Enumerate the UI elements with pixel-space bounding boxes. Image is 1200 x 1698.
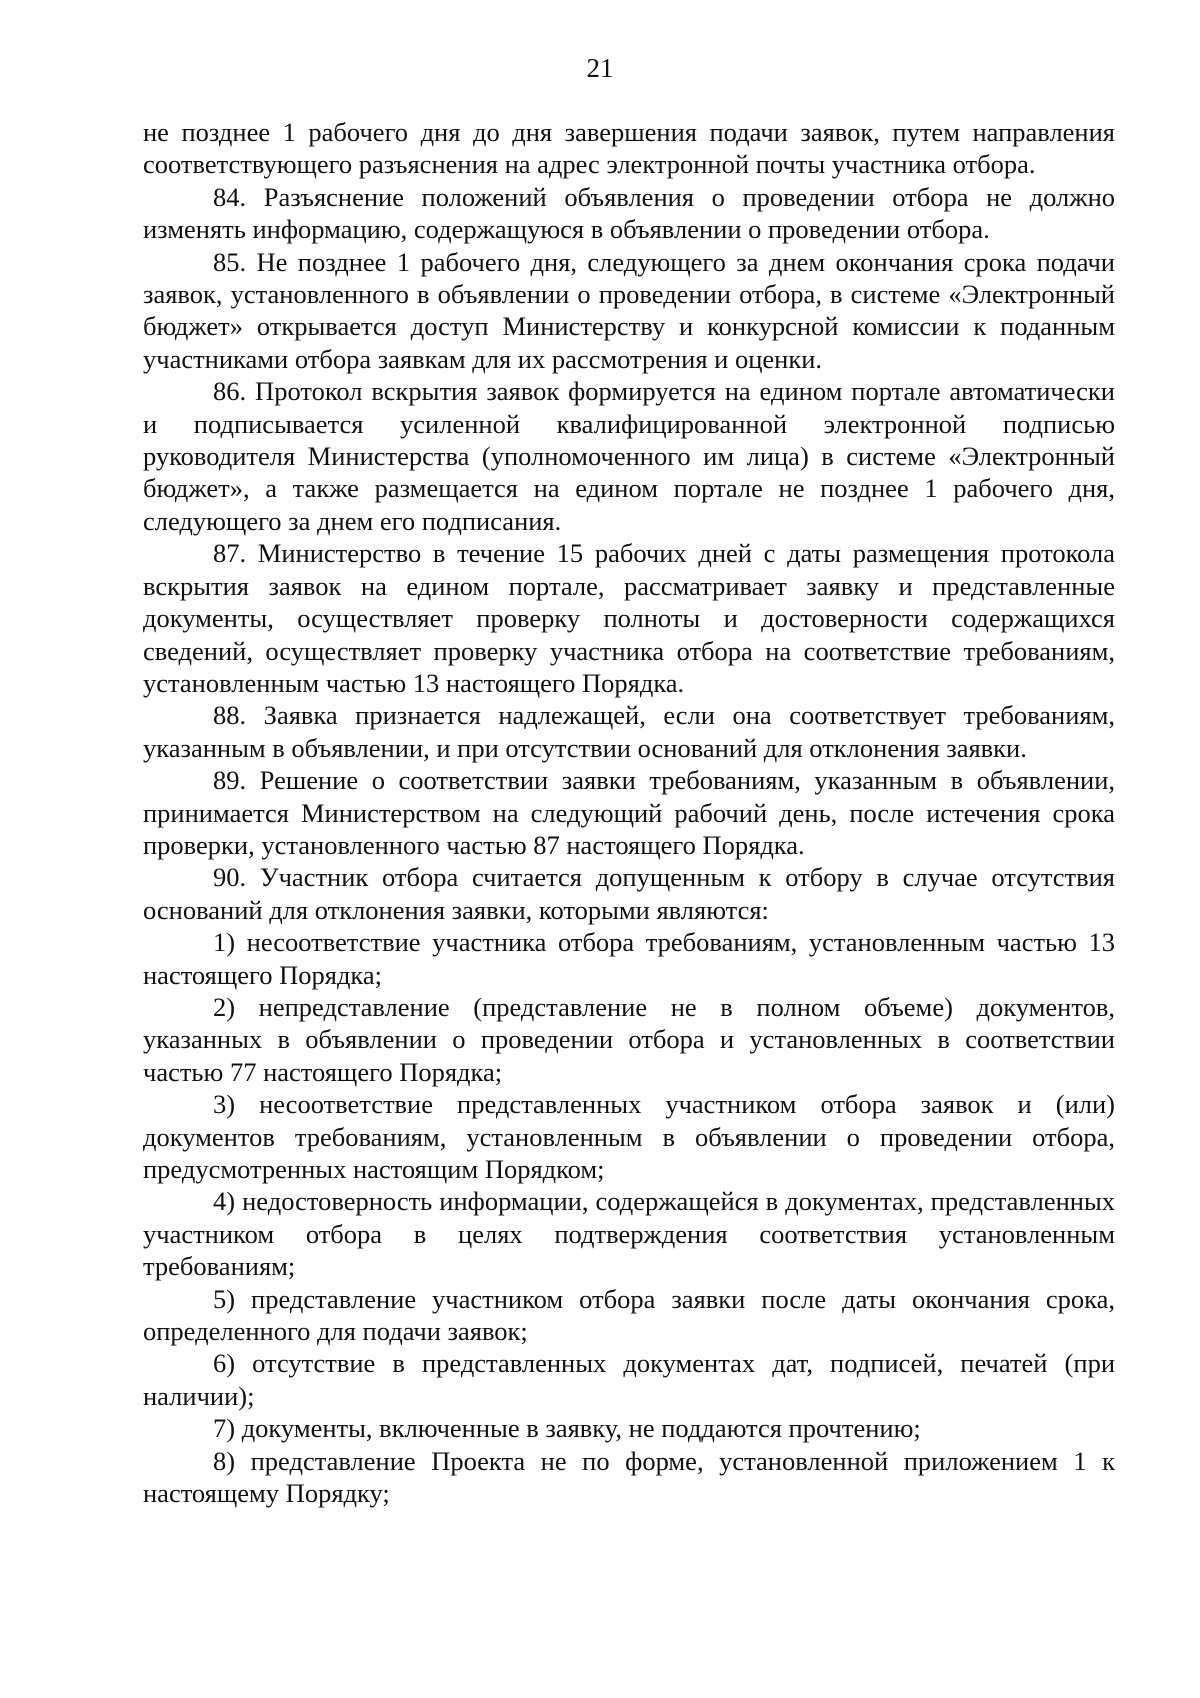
paragraph-85: 85. Не позднее 1 рабочего дня, следующего за днем окончания срока подачи заявок, установленного в объявлении о проведении отбора, в системе «Электронный бюджет» открывается доступ Министерству и конкурсной комиссии к поданным участниками отбора заявкам для их рассмотрения и оценки. — [143, 246, 1115, 374]
document-body — [143, 116, 1115, 1509]
list-item-8: 8) представление Проекта не по форме, установленной приложением 1 к настоящему Порядку; — [143, 1445, 1115, 1509]
list-item-4: 4) недостоверность информации, содержащейся в документах, представленных участником отбора в целях подтверждения соответствия установленным требованиям; — [143, 1186, 1115, 1282]
paragraph-86: 86. Протокол вскрытия заявок формируется на едином портале автоматически и подписывается усиленной квалифицированной электронной подписью руководителя Министерства (уполномоченного им лица) в системе «Электронный бюджет», а также размещается на едином портале не позднее 1 рабочего дня, следующего за днем его подписания. — [143, 376, 1115, 536]
paragraph-88: 88. Заявка признается надлежащей, если она соответствует требованиям, указанным в объявлении, и при отсутствии оснований для отклонения заявки. — [143, 700, 1115, 763]
list-item-7: 7) документы, включенные в заявку, не поддаются прочтению; — [213, 1413, 921, 1444]
paragraph-90: 90. Участник отбора считается допущенным к отбору в случае отсутствия оснований для отклонения заявки, которыми являются: — [143, 862, 1115, 925]
paragraph-84: 84. Разъяснение положений объявления о проведении отбора не должно изменять информацию, содержащуюся в объявлении о проведении отбора. — [143, 181, 1115, 245]
paragraph-continuation: не позднее 1 рабочего дня до дня завершения подачи заявок, путем направления соответствующего разъяснения на адрес электронной почты участника отбора. — [143, 117, 1115, 180]
page-number: 21 — [586, 53, 614, 83]
paragraph-87: 87. Министерство в течение 15 рабочих дней с даты размещения протокола вскрытия заявок на едином портале, рассматривает заявку и представленные документы, осуществляет проверку полноты и достоверности содержащихся сведений, осуществляет проверку участника отбора на соответствие требованиям, установленным частью 13 настоящего Порядка. — [143, 538, 1115, 698]
list-item-3: 3) несоответствие представленных участником отбора заявок и (или) документов требованиям, установленным в объявлении о проведении отбора, предусмотренных настоящим Порядком; — [143, 1089, 1115, 1184]
list-item-6: 6) отсутствие в представленных документах дат, подписей, печатей (при наличии); — [143, 1348, 1115, 1411]
paragraph-89: 89. Решение о соответствии заявки требованиям, указанным в объявлении, принимается Министерством на следующий рабочий день, после истечения срока проверки, установленного частью 87 настоящего Порядка. — [143, 765, 1115, 860]
list-item-2: 2) непредставление (представление не в полном объеме) документов, указанных в объявлении о проведении отбора и установленных в соответствии частью 77 настоящего Порядка; — [143, 991, 1115, 1087]
list-item-1: 1) несоответствие участника отбора требованиям, установленным частью 13 настоящего Порядка; — [143, 927, 1115, 990]
list-item-5: 5) представление участником отбора заявки после даты окончания срока, определенного для подачи заявок; — [143, 1283, 1115, 1347]
